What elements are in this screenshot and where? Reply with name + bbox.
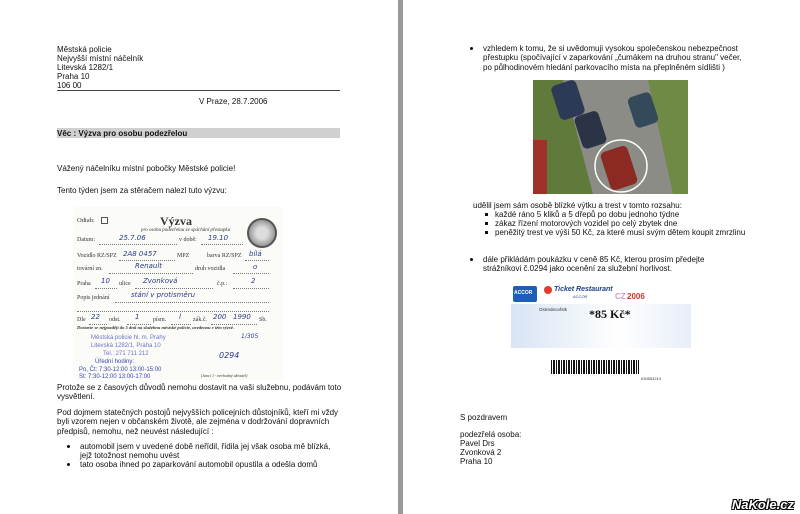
- sender-line: Praha 10: [57, 72, 90, 81]
- barva-value: bílá: [249, 250, 262, 258]
- vozidlo-value: 2A8 0457: [123, 250, 157, 258]
- hours-line: Po, Čt: 7:30-12:00 13:00-15:00: [79, 367, 162, 373]
- parking-photo-image: [533, 80, 688, 194]
- officer-number: 0294: [219, 351, 240, 360]
- signature-line: podezřelá osoba:: [460, 430, 522, 439]
- form-scan: [73, 207, 283, 380]
- list-item: peněžitý trest ve výši 50 Kč, za které musí svým dětem koupit zmrzlinu: [495, 228, 746, 237]
- stamp-line: Tel.: 271 711 212: [103, 351, 149, 357]
- praha-value: 10: [101, 277, 110, 285]
- tovarni-label: tovární zn.: [77, 266, 103, 272]
- voucher-city: Ostredecařstk: [539, 307, 568, 312]
- voucher-brand-sub: ACCOR: [573, 294, 588, 299]
- list-item: dále přikládám poukázku v ceně 85 Kč, kterou prosím předejte strážníkovi č.0294 jako ocenění za služební horlivost.: [483, 255, 705, 274]
- bullet-icon: [485, 231, 488, 234]
- sb-label: Sb.: [259, 317, 267, 323]
- rok-value: 1990: [233, 313, 251, 321]
- signature-line: Zvonková 2: [460, 448, 502, 457]
- salutation: Vážený náčelníku místní pobočky Městské policie!: [57, 164, 236, 173]
- popis-value: stání v protisměru: [131, 291, 196, 299]
- watermark-logo: NaKole.cz: [731, 497, 794, 512]
- signature-line: Praha 10: [460, 457, 493, 466]
- dle-label: Dle: [77, 317, 86, 323]
- accor-logo-text: ACCOR: [514, 290, 533, 296]
- popis-label: Popis jednání: [77, 295, 110, 301]
- voucher-price: *85 Kč*: [589, 307, 631, 321]
- list-item: tato osoba ihned po zaparkování automobil opustila a odešla domů: [80, 460, 318, 469]
- barcode-icon: [551, 360, 639, 374]
- bullet-icon: [67, 463, 70, 466]
- voucher-year: 2006: [627, 292, 645, 301]
- stamp-line: Městská policie hl. m. Prahy: [91, 335, 166, 341]
- v-dobe-label: v době:: [179, 237, 197, 243]
- vozidlo-label: Vozidlo RZ/SPZ: [77, 253, 117, 259]
- list-item: automobil jsem v uvedené době neřídil, řídila jej však osoba mě blízká, jejž totožnost nemohu uvést: [80, 442, 331, 461]
- sender-line: 106 00: [57, 81, 82, 90]
- sender-line: Městská policie: [57, 45, 112, 54]
- druh-value: o: [253, 263, 258, 271]
- header-rule: [57, 90, 340, 91]
- sender-line: Litevská 1282/1: [57, 63, 114, 72]
- punishment-intro: udělil jsem sám osobě blízké výtku a trest v tomto rozsahu:: [473, 201, 682, 210]
- voucher-brand: Ticket Restaurant: [554, 286, 613, 293]
- letter-page-2: [403, 0, 800, 514]
- odst-label: odst.: [109, 317, 121, 323]
- form-subtitle: pro osobu podezřelou ze spáchání přestupku: [141, 228, 231, 233]
- voucher-year-prefix: CZ: [615, 292, 626, 301]
- list-item: zákaz řízení motorových vozidel po celý zbytek dne: [495, 219, 678, 228]
- list-item: vzhledem k tomu, že si uvědomuji vysokou společenskou nebezpečnost přestupku (spočívající v zaparkování „čumákem na druhou stranu" večer, po půlhodinovém hledání parkovacího místa na přeplněném sídlišti ): [483, 44, 742, 72]
- dle-value: 22: [91, 313, 100, 321]
- cp-label: č.p.:: [217, 281, 228, 287]
- pism-value: l: [179, 313, 181, 321]
- form-instruction: Dostavte se nejpozději do 5 dnů na služebnu městské policie, uvedenou v této výzvě.: [77, 325, 235, 330]
- form-title: Výzva: [160, 214, 192, 228]
- letter-date: V Praze, 28.7.2006: [199, 97, 268, 106]
- signature-line: Pavel Drs: [460, 439, 495, 448]
- hours-title: Úřední hodiny:: [95, 359, 135, 365]
- tovarni-value: Renault: [135, 262, 163, 270]
- ulice-value: Zvonková: [143, 277, 178, 285]
- bullet-icon: [485, 222, 488, 225]
- bullet-icon: [67, 445, 70, 448]
- paragraph: Pod dojmem statečných postojů nejvyšších policejních důstojníků, kteří mi vždy byli vzorem nejen v občanském životě, ale zejména v dodržování dopravních předpisů, nemohu, než neuvést následující :: [57, 408, 339, 436]
- druh-label: druh vozidla: [195, 266, 226, 272]
- parking-photo: [533, 80, 688, 194]
- hours-line: St: 7:30-12:00 13:00-17:00: [79, 374, 151, 380]
- police-emblem-icon: [247, 218, 277, 248]
- bullet-icon: [485, 213, 488, 216]
- pism-label: písm.: [153, 317, 167, 323]
- form-footer: (Janci 1 - nevhodný uživatel): [201, 373, 248, 378]
- datum-label: Datum:: [77, 237, 95, 243]
- stamp-line: Litevská 1282/1, Praha 10: [91, 343, 161, 349]
- intro-text: Tento týden jsem za stěračem nalezl tuto výzvu:: [57, 186, 227, 195]
- ulice-label: ulice: [119, 281, 131, 287]
- closing: S pozdravem: [460, 413, 508, 422]
- mpz-label: MPZ: [177, 253, 190, 259]
- cp-value: 2: [251, 277, 256, 285]
- v-dobe-value: 19.10: [208, 234, 229, 242]
- ticket-logo-icon: [544, 286, 552, 294]
- barcode-number: 030653213: [641, 376, 662, 381]
- officer-signature: 1/305: [241, 333, 259, 340]
- odtah-checkbox: [101, 217, 108, 224]
- paragraph: Protože se z časových důvodů nemohu dostavit na vaši služebnu, podávám toto vysvětlení.: [57, 383, 342, 402]
- zak-label: zák.č.: [193, 317, 207, 323]
- datum-value: 25.7.06: [119, 234, 146, 242]
- bullet-icon: [470, 47, 473, 50]
- sender-line: Nejvyšší místní náčelník: [57, 54, 144, 63]
- list-item: každé ráno 5 kliků a 5 dřepů po dobu jednoho týdne: [495, 210, 680, 219]
- subject: Věc : Výzva pro osobu podezřelou: [57, 129, 188, 138]
- zak-value: 200: [213, 313, 227, 321]
- praha-label: Praha: [77, 281, 91, 287]
- meal-voucher: [511, 282, 691, 387]
- barva-label: barva RZ/SPZ: [207, 253, 242, 259]
- odst-value: 1: [135, 313, 140, 321]
- bullet-icon: [470, 258, 473, 261]
- letter-page-1: [0, 0, 398, 514]
- odtah-label: Odtah:: [77, 217, 95, 224]
